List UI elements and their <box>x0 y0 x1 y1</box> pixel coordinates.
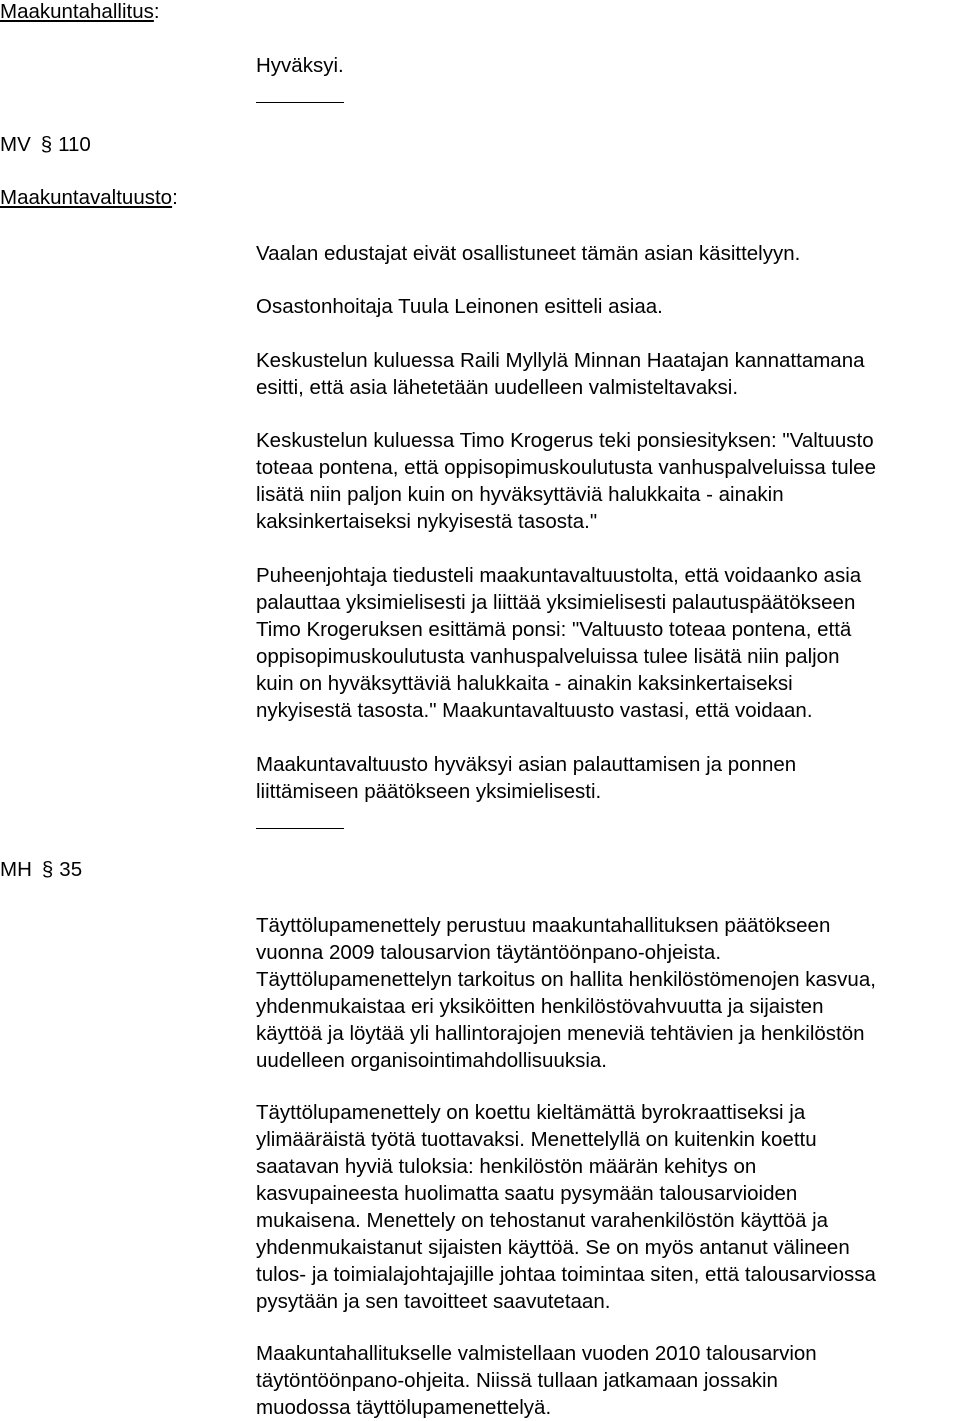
paragraph-krogerus <box>256 427 960 535</box>
paragraph-line: Osastonhoitaja Tuula Leinonen esitteli asiaa. <box>256 295 663 318</box>
paragraph-line: Keskustelun kuluessa Raili Myllylä Minnan Haatajan kannattamana <box>256 349 865 372</box>
paragraph-line: palauttaa yksimielisesti ja liittää yksimielisesti palautuspäätökseen <box>256 591 856 614</box>
heading-maakuntavaltuusto-colon: : <box>172 186 178 209</box>
heading-maakuntahallitus-label: Maakuntahallitus <box>0 0 154 23</box>
paragraph-line: ylimääräistä työtä tuottavaksi. Menettelyllä on kuitenkin koettu <box>256 1128 817 1151</box>
paragraph-line: Täyttölupamenettelyn tarkoitus on hallita henkilöstömenojen kasvua, <box>256 968 876 991</box>
heading-maakuntahallitus <box>0 0 160 24</box>
paragraph-line: muodossa täyttölupamenettelyä. <box>256 1396 552 1419</box>
section-number: 110 <box>58 133 91 156</box>
paragraph-line: Täyttölupamenettely on koettu kieltämättä byrokraattiseksi ja <box>256 1101 806 1124</box>
paragraph-line: Timo Krogeruksen esittämä ponsi: "Valtuusto toteaa pontena, että <box>256 618 852 641</box>
paragraph-line: kuin on hyväksyttäviä halukkaita - ainakin kaksinkertaiseksi <box>256 672 793 695</box>
paragraph-line: yhdenmukaistaa eri yksiköitten henkilöstövahvuutta ja sijaisten <box>256 995 824 1018</box>
paragraph-line: Täyttölupamenettely perustuu maakuntahallituksen päätökseen <box>256 914 831 937</box>
paragraph-line: lisätä niin paljon kuin on hyväksyttäviä halukkaita - ainakin <box>256 483 784 506</box>
paragraph-line: saatavan hyviä tuloksia: henkilöstön määrän kehitys on <box>256 1155 757 1178</box>
paragraph-line: yhdenmukaistanut sijaisten käyttöä. Se on myös antanut välineen <box>256 1236 850 1259</box>
heading-maakuntavaltuusto <box>0 186 178 210</box>
paragraph-tayttolupa-perusta <box>256 912 960 1074</box>
paragraph-line: Puheenjohtaja tiedusteli maakuntavaltuustolta, että voidaanko asia <box>256 564 862 587</box>
paragraph-tayttolupa-arvio <box>256 1099 960 1315</box>
paragraph-line: vuonna 2009 talousarvion täytäntöönpano-ohjeista. <box>256 941 722 964</box>
paragraph-esittely <box>256 293 960 320</box>
separator-rule <box>256 102 344 103</box>
paragraph-line: oppisopimuskoulutusta vanhuspalveluissa tulee lisätä niin paljon <box>256 645 840 668</box>
separator-rule <box>256 828 344 829</box>
paragraph-line: uudelleen organisointimahdollisuuksia. <box>256 1049 608 1072</box>
section-number: 35 <box>59 858 83 881</box>
paragraph-paatos <box>256 751 960 805</box>
paragraph-myllyla <box>256 347 960 401</box>
heading-maakuntahallitus-colon: : <box>153 0 160 23</box>
paragraph-line: nykyisestä tasosta." Maakuntavaltuusto vastasi, että voidaan. <box>256 699 813 722</box>
paragraph-line: Vaalan edustajat eivät osallistuneet tämän asian käsittelyyn. <box>256 242 801 265</box>
section-sign: § <box>41 858 54 881</box>
paragraph-line: kasvupaineesta huolimatta saatu pysymään talousarvioiden <box>256 1182 798 1205</box>
paragraph-line: Keskustelun kuluessa Timo Krogerus teki ponsiesityksen: "Valtuusto <box>256 429 874 452</box>
paragraph-line: liittämiseen päätökseen yksimielisesti. <box>256 780 602 803</box>
paragraph-line: Maakuntahallitukselle valmistellaan vuoden 2010 talousarvion <box>256 1342 817 1365</box>
section-sign: § <box>40 133 53 156</box>
paragraph-line: Maakuntavaltuusto hyväksyi asian palauttamisen ja ponnen <box>256 753 797 776</box>
paragraph-line: täytöntöönpano-ohjeita. Niissä tullaan jatkamaan jossakin <box>256 1369 778 1392</box>
paragraph-puheenjohtaja <box>256 562 960 724</box>
paragraph-line: mukaisena. Menettely on tehostanut varahenkilöstön käyttöä ja <box>256 1209 829 1232</box>
paragraph-line: käyttöä ja löytää yli hallintorajojen meneviä tehtävien ja henkilöstön <box>256 1022 865 1045</box>
paragraph-line: pysytään ja sen tavoitteet saavutetaan. <box>256 1290 611 1313</box>
section-code: MV <box>0 133 31 156</box>
paragraph-vaalan <box>256 240 960 267</box>
paragraph-line: tulos- ja toimialajohtajajille johtaa toimintaa siten, että talousarviossa <box>256 1263 876 1286</box>
paragraph-line: kaksinkertaiseksi nykyisestä tasosta." <box>256 510 598 533</box>
heading-maakuntavaltuusto-label: Maakuntavaltuusto <box>0 186 173 209</box>
section-code: MH <box>0 858 32 881</box>
decision-hyvaksyi: Hyväksyi. <box>256 54 344 77</box>
section-mv-110 <box>0 133 91 157</box>
paragraph-line: esitti, että asia lähetetään uudelleen valmisteltavaksi. <box>256 376 739 399</box>
section-mh-35 <box>0 858 82 882</box>
paragraph-line: toteaa pontena, että oppisopimuskoulutusta vanhuspalveluissa tulee <box>256 456 876 479</box>
paragraph-ohjeet-2010 <box>256 1340 960 1421</box>
